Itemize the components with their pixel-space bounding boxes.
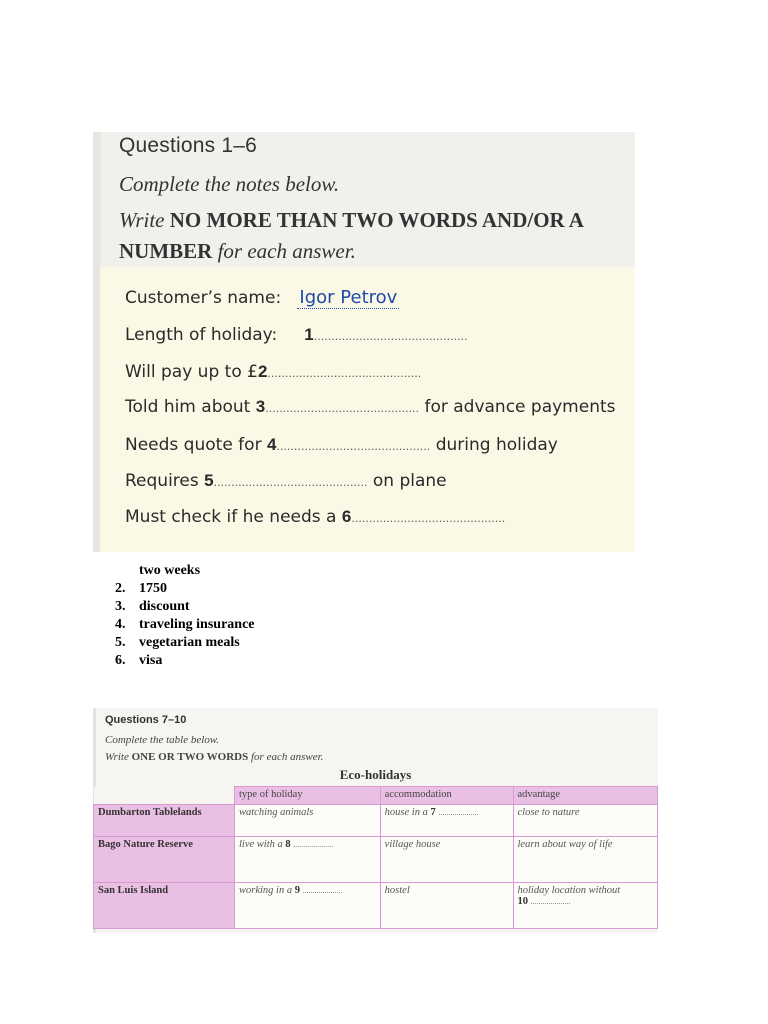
table-cell: live with a 8 .................... <box>235 837 381 883</box>
list-item: 2. 1750 <box>115 581 167 596</box>
table-cell: holiday location without 10 .................... <box>513 883 658 929</box>
list-item: 6. visa <box>115 653 163 668</box>
list-item: 4. traveling insurance <box>115 617 255 632</box>
table-caption: Eco-holidays <box>339 767 412 782</box>
table-row <box>94 883 658 929</box>
table-cell: house in a 7 .................... <box>380 805 513 837</box>
row-heading: Bago Nature Reserve <box>94 837 235 883</box>
note-length-of-holiday: Length of holiday: 1............................................ <box>125 325 468 345</box>
section-instruction: Write ONE OR TWO WORDS for each answer. <box>105 751 324 763</box>
note-must-check: Must check if he needs a 6............................................ <box>125 507 506 527</box>
note-needs-quote: Needs quote for 4............................................ during holiday <box>125 435 558 455</box>
list-item: 3. discount <box>115 599 190 614</box>
answers-list <box>115 562 255 670</box>
notes-card <box>100 267 635 552</box>
table-cell: watching animals <box>235 805 381 837</box>
note-customer-name: Customer’s name: Igor Petrov <box>125 287 398 308</box>
row-heading: Dumbarton Tablelands <box>94 805 235 837</box>
header-accommodation: accommodation <box>380 787 513 805</box>
list-item: 5. vegetarian meals <box>115 635 240 650</box>
table-cell: working in a 9 .................... <box>235 883 381 929</box>
section-subtitle: Complete the notes below. <box>119 172 340 196</box>
note-requires: Requires 5............................................ on plane <box>125 471 447 491</box>
table-row <box>94 805 658 837</box>
section-instruction: Write NO MORE THAN TWO WORDS AND/OR A NUMBER for each answer. <box>119 208 583 263</box>
section-title: Questions 1–6 <box>119 134 258 157</box>
row-heading: San Luis Island <box>94 883 235 929</box>
table-header-row <box>94 787 658 805</box>
list-item: two weeks <box>139 563 201 578</box>
table-cell: hostel <box>380 883 513 929</box>
section-title: Questions 7–10 <box>105 714 187 726</box>
table-cell: close to nature <box>513 805 658 837</box>
eco-holidays-table <box>93 786 658 929</box>
section-subtitle: Complete the table below. <box>105 734 220 746</box>
header-type-of-holiday: type of holiday <box>235 787 381 805</box>
note-will-pay: Will pay up to £2............................................ <box>125 362 422 382</box>
table-row <box>94 837 658 883</box>
handwritten-answer: Igor Petrov <box>299 287 398 308</box>
questions-7-10-scan <box>93 708 658 933</box>
header-advantage: advantage <box>513 787 658 805</box>
table-cell: learn about way of life <box>513 837 658 883</box>
table-cell: village house <box>380 837 513 883</box>
note-told-him-about: Told him about 3............................................ for advance payments <box>125 397 616 417</box>
header-corner <box>94 787 235 805</box>
